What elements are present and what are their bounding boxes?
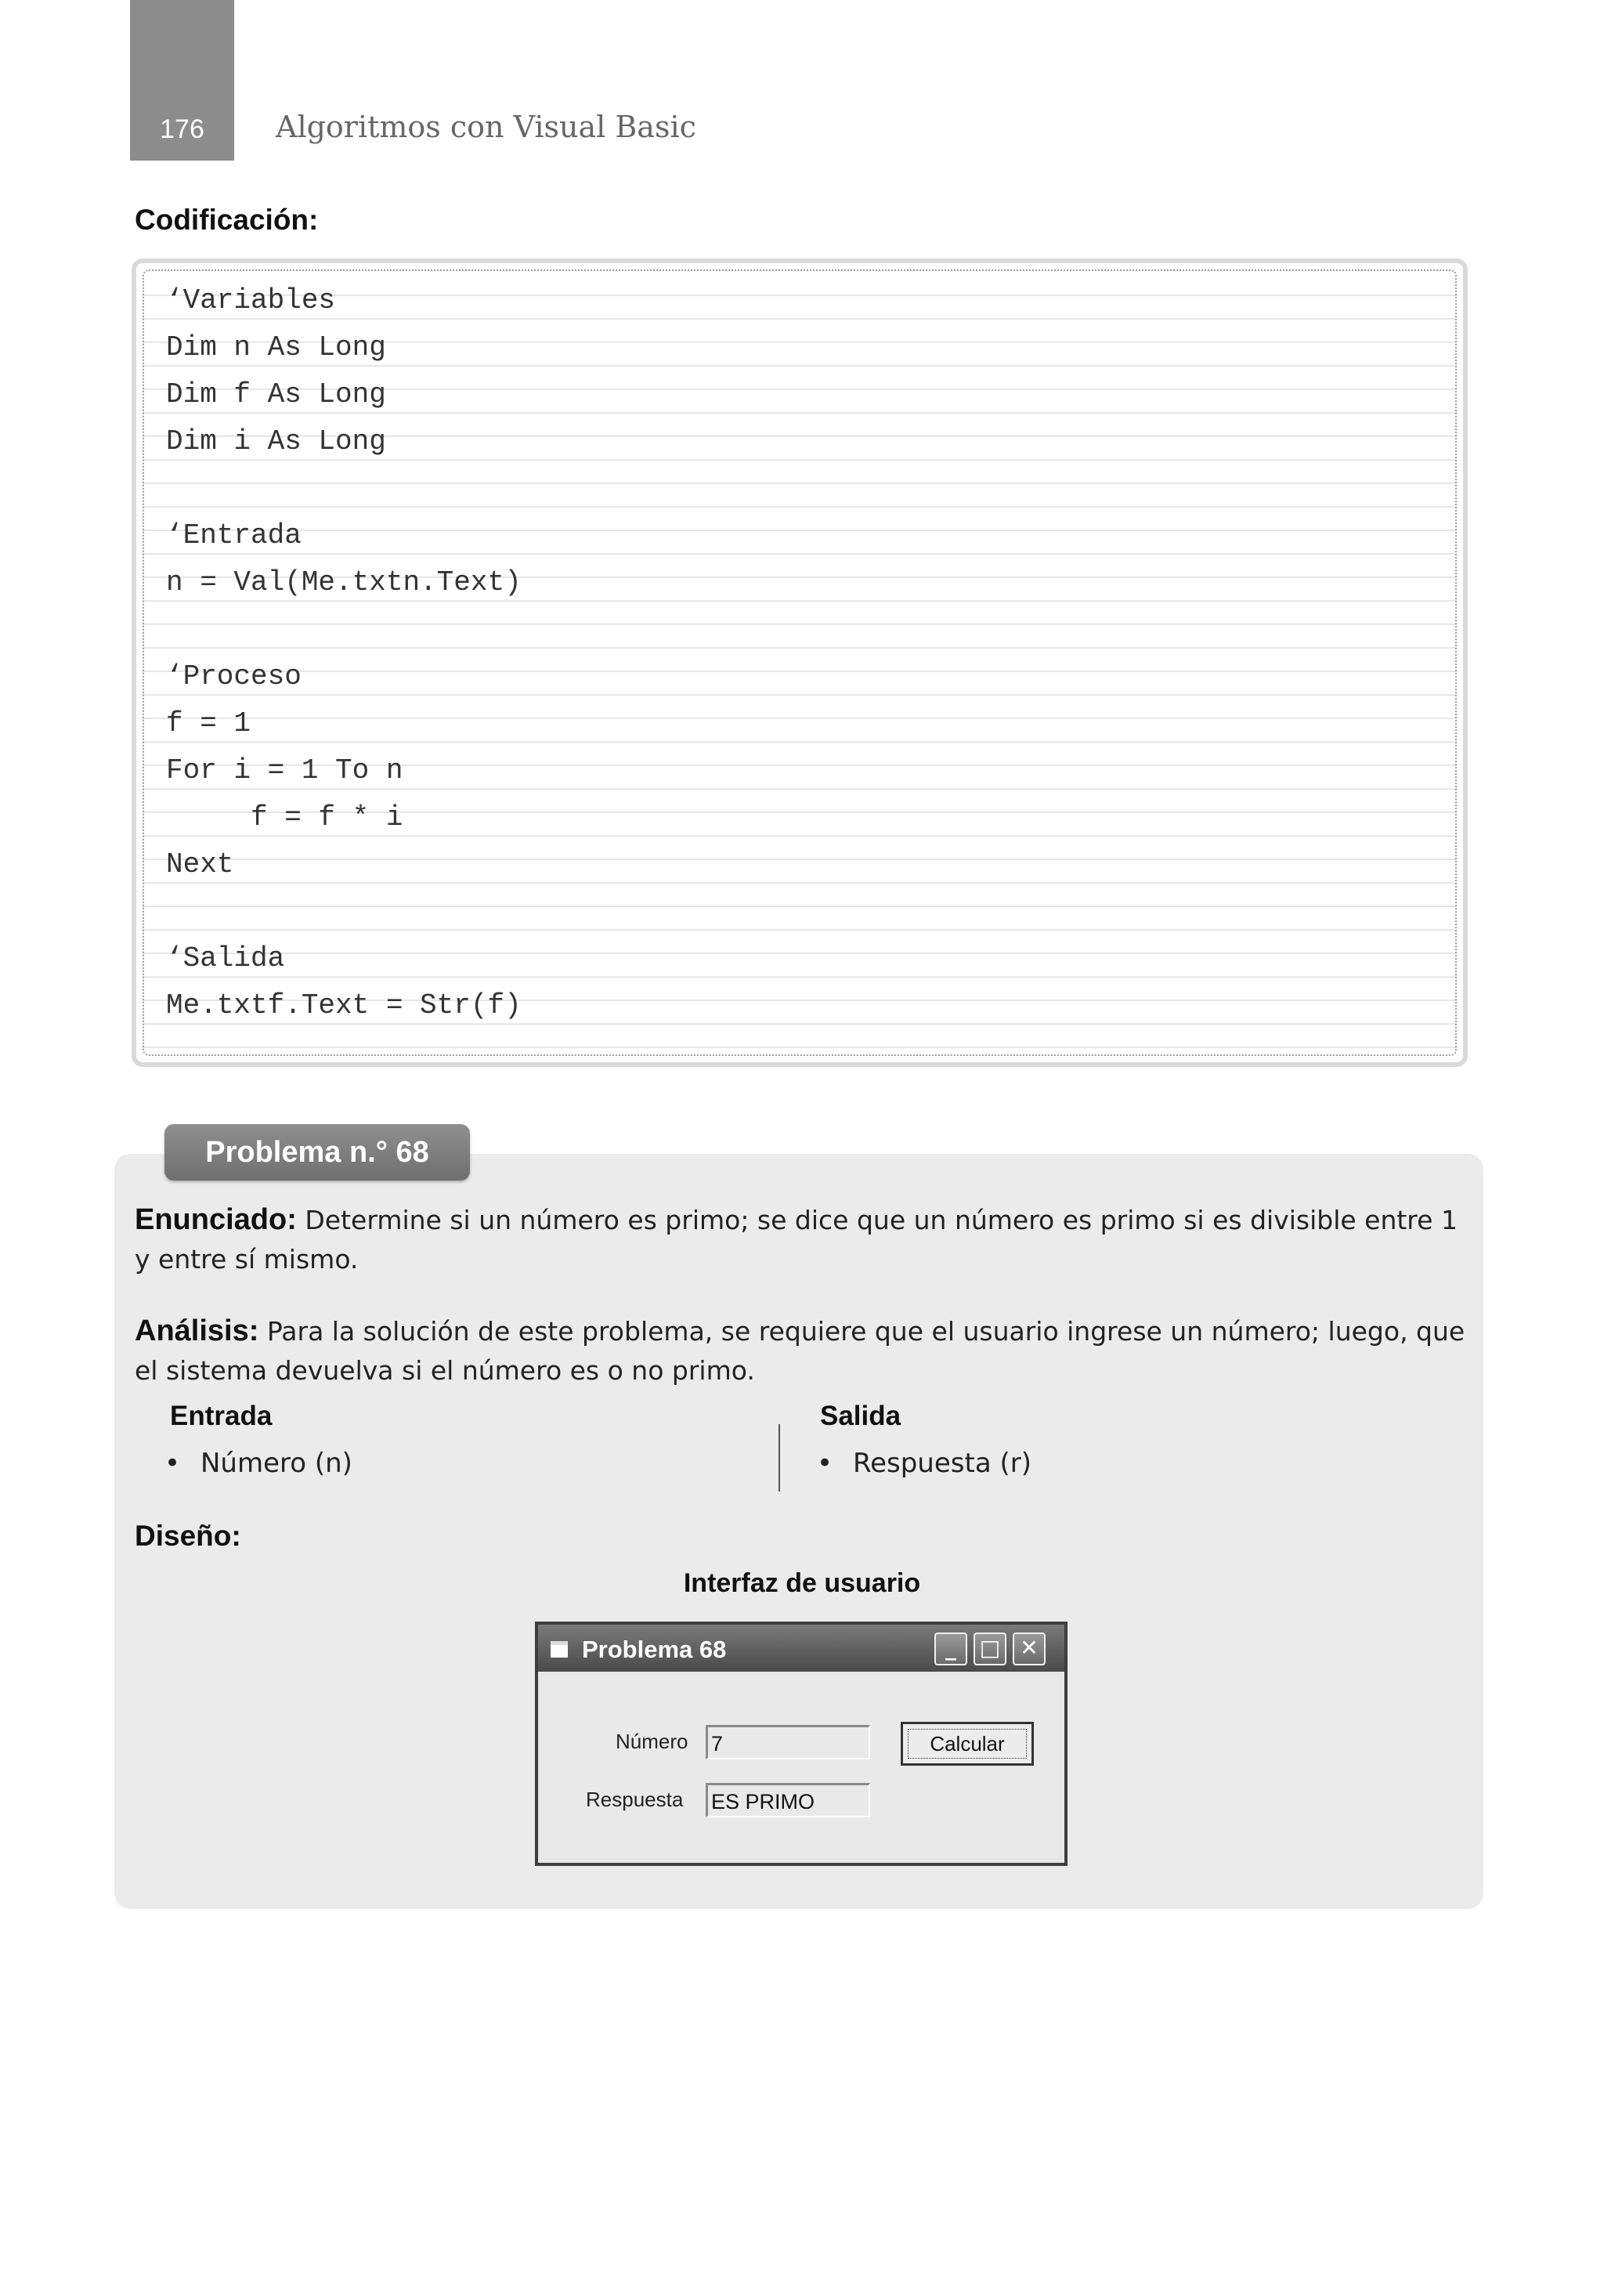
window-titlebar[interactable]	[538, 1625, 1064, 1672]
code-lines	[143, 269, 1457, 1056]
running-title: Algoritmos con Visual Basic	[276, 110, 696, 144]
code-line: f = 1	[166, 707, 251, 739]
calculate-button-label: Calcular	[908, 1729, 1027, 1759]
answer-label: Respuesta	[586, 1788, 684, 1811]
statement-text: Determine si un número es primo; se dice que un número es primo si es divisible entre 1 y entre sí mismo.	[135, 1205, 1458, 1275]
ui-caption: Interfaz de usuario	[683, 1568, 921, 1598]
bullet-icon: •	[817, 1448, 833, 1479]
statement-paragraph	[135, 1200, 1470, 1279]
analysis-paragraph	[135, 1311, 1470, 1390]
code-line: Next	[166, 848, 234, 880]
design-heading: Diseño:	[135, 1520, 241, 1552]
bullet-icon: •	[164, 1448, 181, 1479]
code-line: n = Val(Me.txtn.Text)	[166, 566, 522, 598]
input-item-text: Número (n)	[200, 1448, 352, 1479]
vb-form-window	[535, 1622, 1068, 1866]
statement-label: Enunciado:	[135, 1203, 297, 1236]
code-line: ‘Proceso	[166, 660, 302, 692]
code-line: Dim n As Long	[166, 331, 386, 363]
calculate-button[interactable]	[901, 1722, 1034, 1766]
answer-field[interactable]: ES PRIMO	[706, 1783, 870, 1817]
code-line: Dim f As Long	[166, 378, 386, 410]
minimize-icon[interactable]: _	[934, 1633, 967, 1665]
problem-badge: Problema n.° 68	[164, 1124, 470, 1181]
number-input[interactable]: 7	[706, 1725, 870, 1759]
code-line: ‘Variables	[166, 284, 336, 316]
close-icon[interactable]: ✕	[1013, 1633, 1046, 1665]
code-line: ‘Entrada	[166, 519, 302, 551]
output-list-item	[817, 1448, 1031, 1479]
window-title: Problema 68	[582, 1636, 727, 1663]
code-line: f = f * i	[166, 801, 403, 833]
analysis-label: Análisis:	[135, 1314, 259, 1347]
coding-heading: Codificación:	[135, 204, 319, 236]
window-body	[543, 1676, 1060, 1858]
page-number: 176	[160, 114, 204, 144]
maximize-icon[interactable]: □	[974, 1633, 1006, 1665]
output-item-text: Respuesta (r)	[853, 1448, 1031, 1479]
code-line: For i = 1 To n	[166, 754, 403, 786]
number-label: Número	[616, 1730, 688, 1753]
code-line: Dim i As Long	[166, 425, 386, 457]
analysis-text: Para la solución de este problema, se requiere que el usuario ingrese un número; luego, que el sistema devuelva si el número es o no primo.	[135, 1316, 1465, 1386]
output-heading: Salida	[820, 1401, 901, 1431]
code-line: Me.txtf.Text = Str(f)	[166, 989, 522, 1021]
code-line: ‘Salida	[166, 942, 285, 974]
column-divider	[779, 1424, 780, 1491]
input-list-item	[164, 1448, 352, 1479]
code-listing	[132, 259, 1468, 1067]
app-icon	[551, 1641, 568, 1658]
input-heading: Entrada	[170, 1401, 273, 1431]
